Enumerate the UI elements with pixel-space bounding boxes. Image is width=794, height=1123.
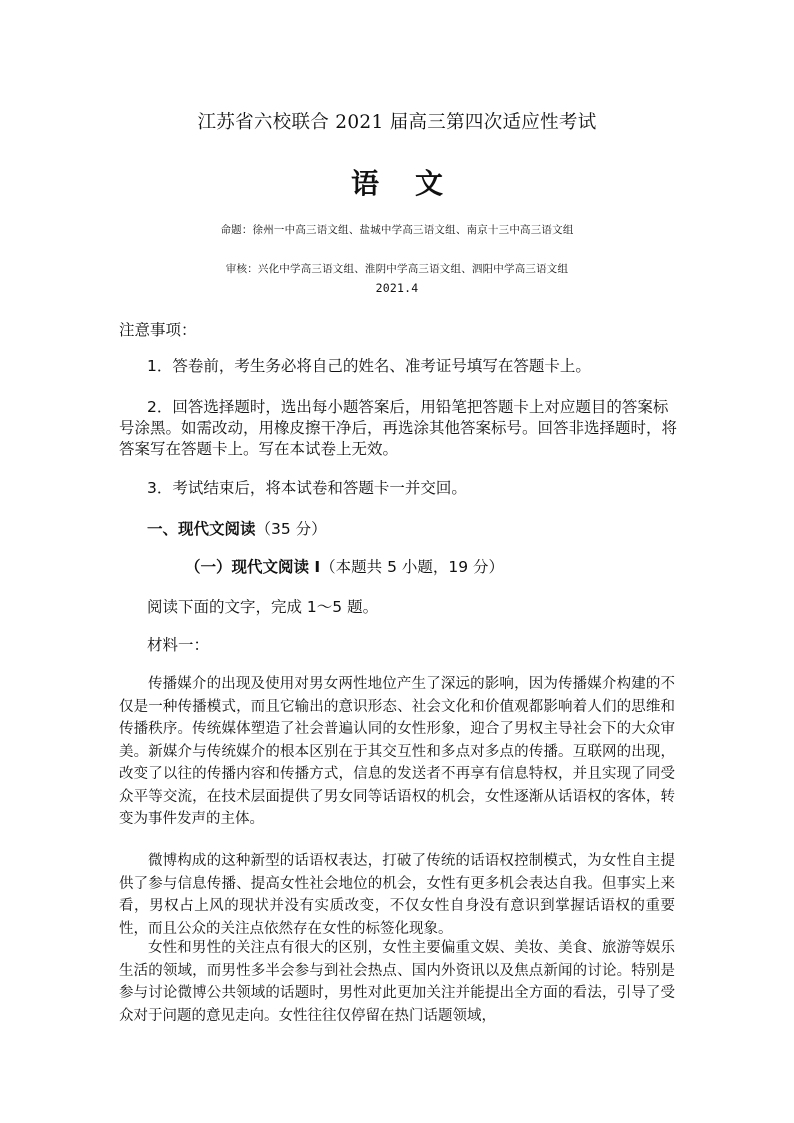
subsection-heading <box>185 555 504 577</box>
notice-item: 1．答卷前，考生务必将自己的姓名、准考证号填写在答题卡上。 <box>147 357 591 375</box>
passage-paragraph: 女性和男性的关注点有很大的区别，女性主要偏重文娱、美妆、美食、旅游等娱乐生活的领域，而男性多半会参与到社会热点、国内外资讯以及焦点新闻的讨论。特别是参与讨论微博公共领域的话题时，男性对此更加关注并能提出全方面的看法，引导了受众对于问题的意见走向。女性往往仅停留在热门话题领域， <box>119 940 675 1024</box>
subject-title: 语文 <box>350 167 479 200</box>
notice-item: 2．回答选择题时，选出每小题答案后，用铅笔把答题卡上对应题目的答案标号涂黑。如需改动，用橡皮擦干净后，再选涂其他答案标号。回答非选择题时，将答案写在答题卡上。写在本试卷上无效。 <box>119 398 678 458</box>
passage-paragraph: 微博构成的这种新型的话语权表达，打破了传统的话语权控制模式，为女性自主提供了参与信息传播、提高女性社会地位的机会，女性有更多机会表达自我。但事实上来看，男权占上风的现状并没有实质改变，不仅女性自身没有意识到掌握话语权的重要性，而且公众的关注点依然存在女性的标签化现象。 <box>119 853 675 937</box>
section-heading <box>147 517 327 539</box>
notice-heading: 注意事项： <box>119 321 197 339</box>
subsection-heading-info: （本题共 5 小题，19 分） <box>320 558 505 576</box>
setters-line: 命题：徐州一中高三语文组、盐城中学高三语文组、南京十三中高三语文组 <box>220 224 574 236</box>
subsection-heading-title: （一）现代文阅读 I <box>185 558 321 576</box>
exam-title: 江苏省六校联合 2021 届高三第四次适应性考试 <box>197 112 597 133</box>
section-heading-score: （35 分） <box>255 520 327 538</box>
exam-date: 2021.4 <box>375 281 419 295</box>
reviewers-line: 审核：兴化中学高三语文组、淮阴中学高三语文组、泗阳中学高三语文组 <box>225 263 569 275</box>
material-label: 材料一： <box>147 636 210 654</box>
section-heading-title: 一、现代文阅读 <box>147 520 256 538</box>
passage-paragraph: 传播媒介的出现及使用对男女两性地位产生了深远的影响，因为传播媒介构建的不仅是一种传播模式，而且它输出的意识形态、社会文化和价值观都影响着人们的思维和传播秩序。传统媒体塑造了社会普遍认同的女性形象，迎合了男权主导社会下的大众审美。新媒介与传统媒介的根本区别在于其交互性和多点对多点的传播。互联网的出现，改变了以往的传播内容和传播方式，信息的发送者不再享有信息特权，并且实现了同受众平等交流，在技术层面提供了男女同等话语权的机会，女性逐渐从话语权的客体，转变为事件发声的主体。 <box>119 676 675 827</box>
notice-item: 3．考试结束后，将本试卷和答题卡一并交回。 <box>147 479 467 497</box>
reading-instruction: 阅读下面的文字，完成 1～5 题。 <box>147 598 379 616</box>
